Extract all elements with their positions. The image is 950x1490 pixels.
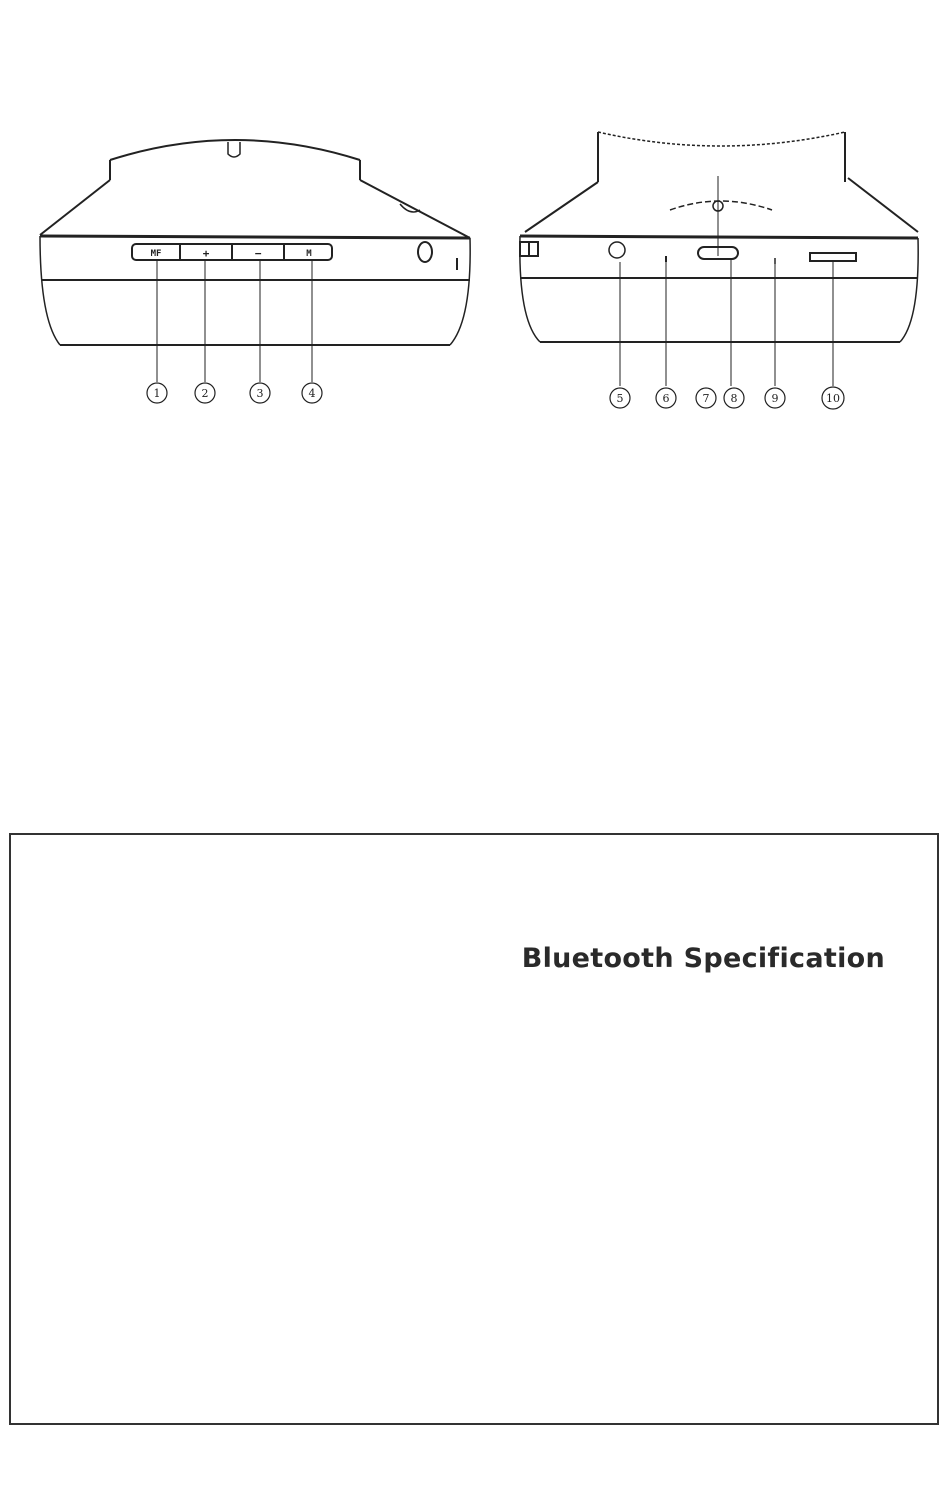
callout-9: 9 [771,392,779,405]
spec-box [9,833,939,1425]
callout-8: 8 [730,392,738,405]
headset-views [0,120,950,420]
callout-4: 4 [308,387,316,400]
callout-2: 2 [201,387,209,400]
callout-5: 5 [616,392,624,405]
button-label-plus: + [202,247,210,260]
button-label-m: M [306,249,312,259]
spec-title: Bluetooth Specification [521,943,885,974]
callout-6: 6 [662,392,670,405]
callout-10: 10 [826,392,840,405]
product-diagram [0,120,950,420]
left-view [40,140,470,403]
callout-3: 3 [256,387,264,400]
callout-7: 7 [702,392,710,405]
callout-1: 1 [153,387,161,400]
right-view [520,132,918,409]
button-label-mf: MF [150,249,162,259]
button-label-minus: − [254,247,262,260]
